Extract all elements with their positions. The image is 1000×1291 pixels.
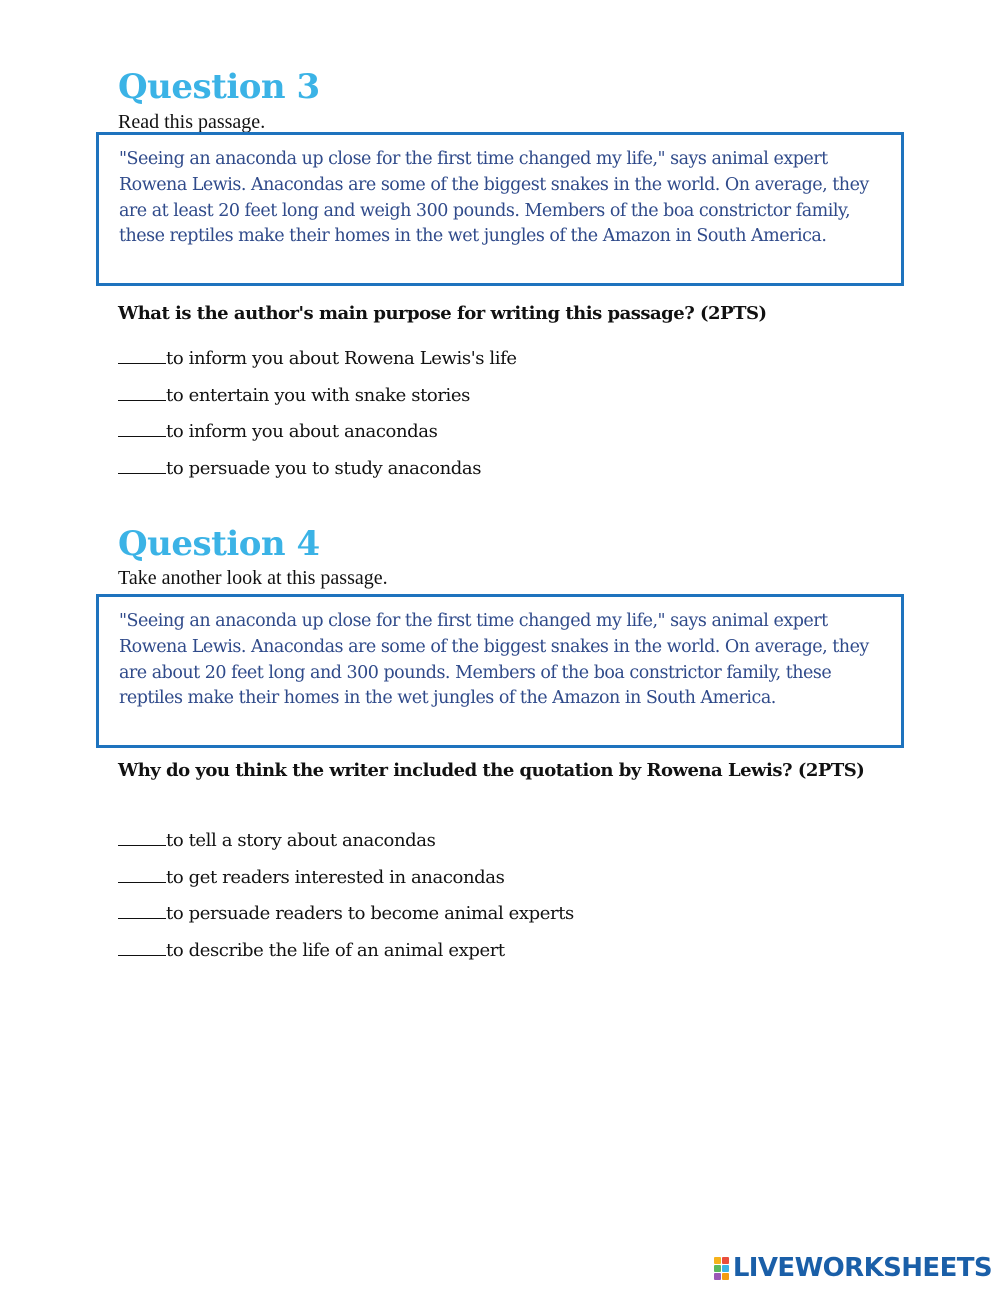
option-label: to tell a story about anacondas bbox=[166, 830, 436, 851]
question-3-option-2 bbox=[118, 382, 517, 419]
answer-blank[interactable] bbox=[118, 827, 166, 846]
question-3-title: Question 3 bbox=[118, 67, 320, 107]
question-3-passage-box bbox=[96, 132, 904, 286]
question-4-prompt: Why do you think the writer included the quotation by Rowena Lewis? (2PTS) bbox=[118, 760, 865, 781]
question-4-option-2 bbox=[118, 864, 574, 901]
liveworksheets-logo-icon bbox=[714, 1257, 729, 1280]
question-3-prompt: What is the author's main purpose for writing this passage? (2PTS) bbox=[118, 303, 767, 324]
question-3-passage: "Seeing an anaconda up close for the first time changed my life," says animal expert Rowena Lewis. Anacondas are some of the biggest snakes in the world. On average, they are at least 20 feet long and weigh 300 pounds. Members of the boa constrictor family, these reptiles make their homes in the wet jungles of the Amazon in South America. bbox=[119, 149, 869, 247]
question-3-option-3 bbox=[118, 418, 517, 455]
liveworksheets-logo bbox=[714, 1253, 992, 1283]
question-3-option-4 bbox=[118, 455, 517, 492]
question-4-intro: Take another look at this passage. bbox=[118, 567, 388, 589]
question-4-option-3 bbox=[118, 900, 574, 937]
answer-blank[interactable] bbox=[118, 900, 166, 919]
question-3-option-1 bbox=[118, 345, 517, 382]
question-3-options bbox=[118, 345, 517, 492]
option-label: to get readers interested in anacondas bbox=[166, 866, 505, 888]
answer-blank[interactable] bbox=[118, 864, 166, 883]
question-4-title: Question 4 bbox=[118, 524, 320, 564]
option-label: to persuade readers to become animal experts bbox=[166, 903, 574, 925]
question-4-passage: "Seeing an anaconda up close for the first time changed my life," says animal expert Rowena Lewis. Anacondas are some of the biggest snakes in the world. On average, they are about 20 feet long and 300 pounds. Members of the boa constrictor family, these reptiles make their homes in the wet jungles of the Amazon in South America. bbox=[119, 611, 869, 709]
option-label: to describe the life of an animal expert bbox=[166, 940, 505, 962]
liveworksheets-logo-text: LIVEWORKSHEETS bbox=[732, 1253, 992, 1283]
option-label: to persuade you to study anacondas bbox=[166, 458, 482, 480]
answer-blank[interactable] bbox=[118, 418, 166, 437]
answer-blank[interactable] bbox=[118, 382, 166, 401]
answer-blank[interactable] bbox=[118, 937, 166, 956]
answer-blank[interactable] bbox=[118, 455, 166, 474]
answer-blank[interactable] bbox=[118, 345, 166, 364]
question-4-options bbox=[118, 827, 574, 974]
option-label: to entertain you with snake stories bbox=[166, 384, 470, 406]
question-4-option-1 bbox=[118, 827, 574, 864]
question-3-intro: Read this passage. bbox=[118, 111, 266, 133]
question-4-passage-box bbox=[96, 594, 904, 748]
option-label: to inform you about anacondas bbox=[166, 421, 438, 443]
option-label: to inform you about Rowena Lewis's life bbox=[166, 348, 517, 369]
question-4-option-4 bbox=[118, 937, 574, 974]
